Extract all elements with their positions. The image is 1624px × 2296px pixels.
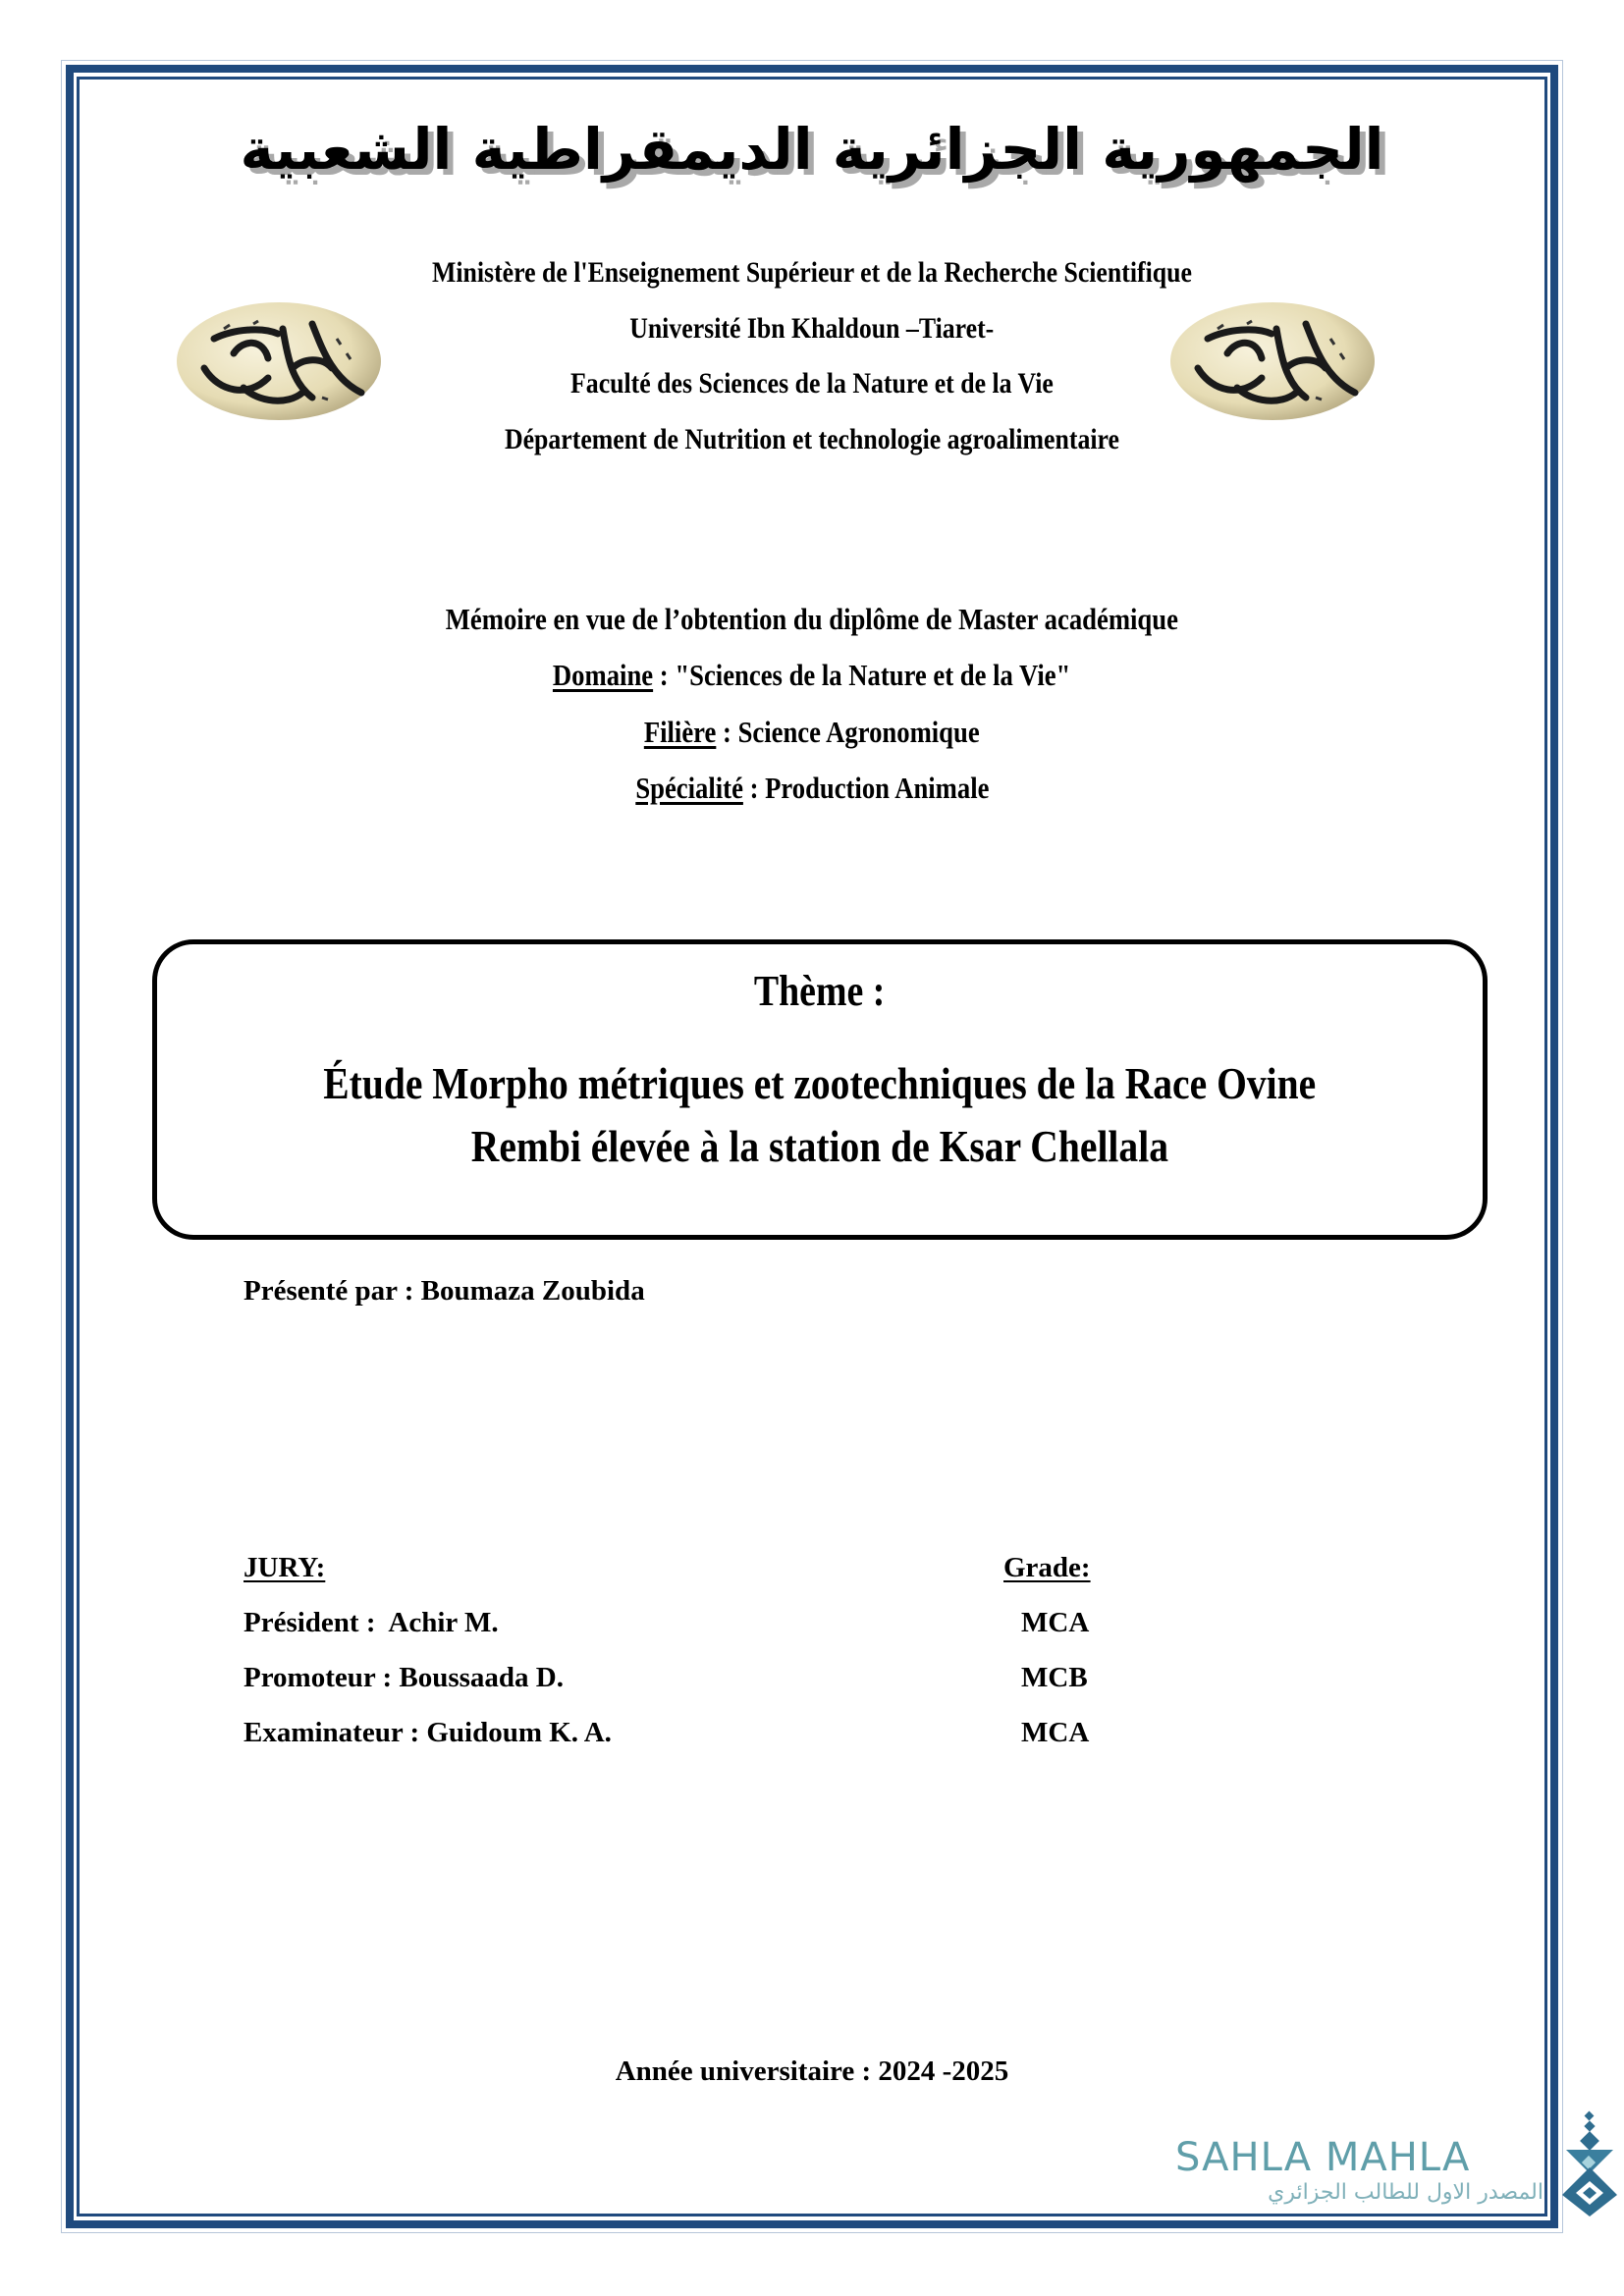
ministry-text: Ministère de l'Enseignement Supérieur et de la Recherche Scientifique [432,256,1192,289]
theme-box [152,939,1488,1240]
jury-member-examinateur: Examinateur : Guidoum K. A. [244,1717,612,1748]
domaine-value: : "Sciences de la Nature et de la Vie" [653,658,1071,692]
ministry-line [0,256,1624,290]
specialite-line [0,771,1624,806]
filiere-label: Filière [644,715,717,749]
theme-title [157,1052,1483,1178]
domaine-line [0,658,1624,693]
filiere-line [0,715,1624,750]
theme-label-text: Thème : [754,967,886,1015]
specialite-label: Spécialité [634,771,743,805]
domaine-label: Domaine [553,658,654,692]
university-text: Université Ibn Khaldoun –Tiaret- [629,312,995,345]
specialite-value: : Production Animale [742,771,990,805]
memoire-title [0,602,1624,637]
department-line [0,423,1624,456]
watermark-subtitle: المصدر الاول للطالب الجزائري [1268,2180,1543,2205]
sahla-mahla-logo-icon [1556,2109,1624,2216]
jury-grade-president: MCA [1021,1607,1090,1638]
faculty-text: Faculté des Sciences de la Nature et de la Vie [570,367,1054,400]
academic-year: Année universitaire : 2024 -2025 [615,2056,1009,2087]
theme-label [157,966,1483,1016]
theme-title-line-1: Étude Morpho métriques et zootechniques de la Race Ovine [323,1058,1317,1108]
jury-member-president: Président : Achir M. [244,1607,499,1638]
filiere-value: : Science Agronomique [716,715,980,749]
jury-grade-promoteur: MCB [1021,1662,1088,1693]
grade-header: Grade: [1003,1552,1091,1583]
watermark-title: SAHLA MAHLA [1175,2135,1471,2180]
memoire-title-text: Mémoire en vue de l’obtention du diplôme de Master académique [445,602,1179,636]
university-line [0,312,1624,346]
faculty-line [0,367,1624,400]
theme-title-line-2: Rembi élevée à la station de Ksar Chellala [470,1121,1169,1171]
jury-grade-examinateur: MCA [1021,1717,1090,1748]
jury-member-promoteur: Promoteur : Boussaada D. [244,1662,564,1693]
arabic-republic-title: الجمهورية الجزائرية الديمقراطية الشعبية [240,116,1384,183]
presented-by: Présenté par : Boumaza Zoubida [244,1275,645,1307]
jury-header: JURY: [244,1552,326,1583]
department-text: Département de Nutrition et technologie agroalimentaire [505,423,1119,455]
